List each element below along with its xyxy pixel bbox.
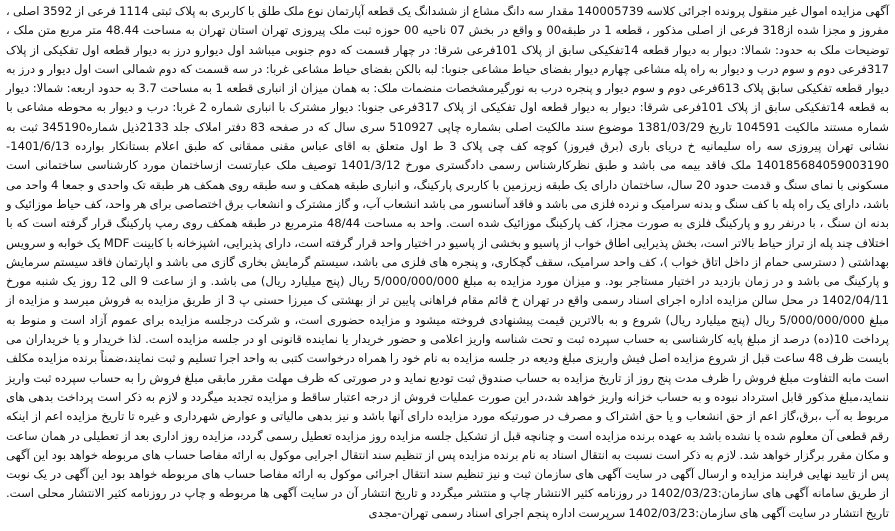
notice-body-text: آگهی مزایده اموال غیر منقول پرونده اجرائی کلاسه 140005739 مقدار سه دانگ مشاع از ششدانگ یک قطعه آپارتمان نوع ملک طلق با کاربری به پلاک ثبتی 1114 فرعی از 3592 اصلی ، مفروز و مجزا شده از318 فرعی از اصلی مذکور ، قطعه 1 در طبقه00 و واقع در بخش 07 ناحیه 00 حوزه ثبت ملک پیروزی تهران استان تهران به مساحت 48.44 متر مربع متن ملک ، توضیحات ملک به حدود: شمالا: دیوار به دیوار قطعه 14تفکیکی سابق از پلاک 101فرعی شرقا: در چهار قسمت که دوم جنوبی میباشد اول دیوارو درز به دیوار قطعه اول تفکیکی از پلاک 317فرعی دوم و سوم درب و دیوار به راه پله مشاعی چهارم دیوار بفضای حیاط مشاعی جنوبا: لبه بالکن بفضای حیاط مشاعی غربا: در سه قسمت که دوم شمالی است اول دیوار و درز به دیوار قطعه تفکیکی سابق پلاک 613فرعی دوم و سوم دیوار و پنجره درب به نورگیرمشخصات منضمات ملک: به همان میزان از انباری قطعه 1 به مساحت 3.7 به حدود اربعه: شمالا: دیوار به قطعه 14تفکیکی سابق از پلاک 101فرعی شرقا: دیوار به دیوار قطعه اول تفکیکی از پلاک 317فرعی جنوبا: دیوار مشترک با انباری شماره 2 غربا: درب و دیوار به محوطه مشاعی با شماره مستند مالکیت 104591 تاریخ 1381/03/29 موضوع سند مالکیت اصلی بشماره چاپی 510927 سری سال که در صفحه 83 دفتر املاک جلد 2133ذیل شماره345190 ثبت به نشانی تهران پیروزی سه راه سلیمانیه خ دریای باری (برق فیروز) کوچه کف چی پلاک 3 ط اول متعلق به اقای عباس مقنی ممقانی که طبق اعلام بستانکار بوارده 1401/6/13-140185684059003190 ملک فاقد بیمه می باشد و طبق نظرکارشناس رسمی دادگستری مورخ 1401/3/12 توصیف ملک عبارتست ازساختمان مورد کارشناسی ساختمانی است مسکونی با نمای سنگ و قدمت حدود 20 سال، ساختمان دارای یک طبقه زیرزمین با کاربری پارکینگ، و انباری طبقه همکف و سه طبقه روی همکف هر طبقه تک واحدی و جمعا 4 واحد می باشد، دارای یک راه پله با کف سنگ و بدنه سرامیک و نرده فلزی می باشد و فاقد آسانسور می باشد انشعاب آب، و گاز مشترک و انشعاب برق اختصاصی برای هر واحد، کف حیاط موزائیک و بدنه ان سنگ ، با درنفر رو و پارکینگ فلزی به صورت مجزا، کف پارکینگ موزائیک شده است. واحد به مساحت 48/44 مترمربع در طبقه همکف روی رمپ پارکینگ قرار گرفته است که با اختلاف چند پله از تراز حیاط بالاتر است، بخش پذیرایی اطاق خواب از پاسیو و بخشی از پاسیو در اختیار واحد قرار گرفته است، دارای پذیرایی، اشپزخانه با کابینت MDF یک خوابه و سرویس بهداشتی ( دسترسی حمام از داخل اتاق خواب )، کف واحد سرامیک، سقف گچکاری، و پنجره های فلزی می باشد، سیستم گرمایش بخاری گازی می باشد و اپارتمان فاقد سیستم سرمایش و پارکینگ می باشد و در زمان بازدید در اختیار مستاجر بود. و میزان مورد مزایده به مبلغ 5/000/000/000 ریال (پنج میلیارد ریال) می باشد. و از ساعت 9 الی 12 روز یک شنبه مورخ 1402/04/11 در محل سالن مزایده اداره اجرای اسناد رسمی واقع در تهران خ قائم مقام فراهانی پایین تر از بهشتی ک میرزا حسنی پ 3 از طریق مزایده به فروش میرسد و مزایده از مبلغ 5/000/000/000 ریال (پنج میلیارد ریال) شروع و به بالاترین قیمت پیشنهادی فروخته میشود و مزایده حضوری است، و شرکت درجلسه مزایده برای عموم آزاد است و منوط به پرداخت 10(ده) درصد از مبلغ پایه کارشناسی به حساب سپرده ثبت و تحت شناسه واریز اعلامی و حضور خریدار یا نماینده قانونی او در جلسه مزایده است. لذا خریدار و یا خریداران می بایست ظرف 48 ساعت قبل از شروع مزایده اصل فیش واریزی مبلغ ودیعه در جلسه مزایده به نام خود را همراه درخواست کتبی به واحد اجرا تسلیم و ثبت نمایند،ضمناً برنده مزایده مکلف است مابه التفاوت مبلغ فروش را ظرف مدت پنج روز از تاریخ مزایده به حساب صندوق ثبت تودیع نماید و در صورتی که ظرف مهلت مقرر مابقی مبلغ فروش را به حساب سپرده ثبت واریز ننماید،مبلغ مذکور قابل استرداد نبوده و به حساب خزانه واریز خواهد شد،در این صورت عملیات فروش از درجه اعتبار ساقط و مزایده تجدید میگردد و لازم به ذکر است پرداخت بدهی های مربوط به آب ،برق،گاز اعم از حق انشعاب و یا حق اشتراک و مصرف در صورتیکه مورد مزایده دارای آنها باشد و نیز بدهی مالیاتی و عوارض شهرداری و غیره تا تاریخ مزایده اعم از اینکه رقم قطعی آن معلوم شده یا نشده باشد به عهده برنده مزایده است و چنانچه قبل از تشکیل جلسه مزایده روز مزایده تعطیل رسمی گردد، مزایده روز اداری بعد از تعطیلی در همان ساعت و مکان مقرر برگزار خواهد شد. لازم به ذکر است نسبت به انتقال اسناد به نام برنده مزایده پس از تنظیم سند انتقال اجرایی موکول به ارائه مفاصا حساب های مربوطه خواهد بود این آگهی پس از تایید نهایی فرایند مزایده و ارسال آگهی در سایت آگهی های سازمان ثبت و نیز تنظیم سند انتقال اجرائی موکول به ارائه مفاصا حساب های مربوطه خواهد بود این آگهی در یک نوبت از طریق سامانه آگهی های سازمان:1402/03/23 در روزنامه کثیر الانتشار چاپ و منتشر میگردد و تاریخ انتشار آن در سایت آگهی ها مربوطه و چاپ در روزنامه کثیر الانتشار محلی است. تاریخ انتشار در سایت آگهی های سازمان:1402/03/23 سرپرست اداره پنجم اجرای اسناد رسمی تهران-مجدی — [6, 4, 890, 520]
